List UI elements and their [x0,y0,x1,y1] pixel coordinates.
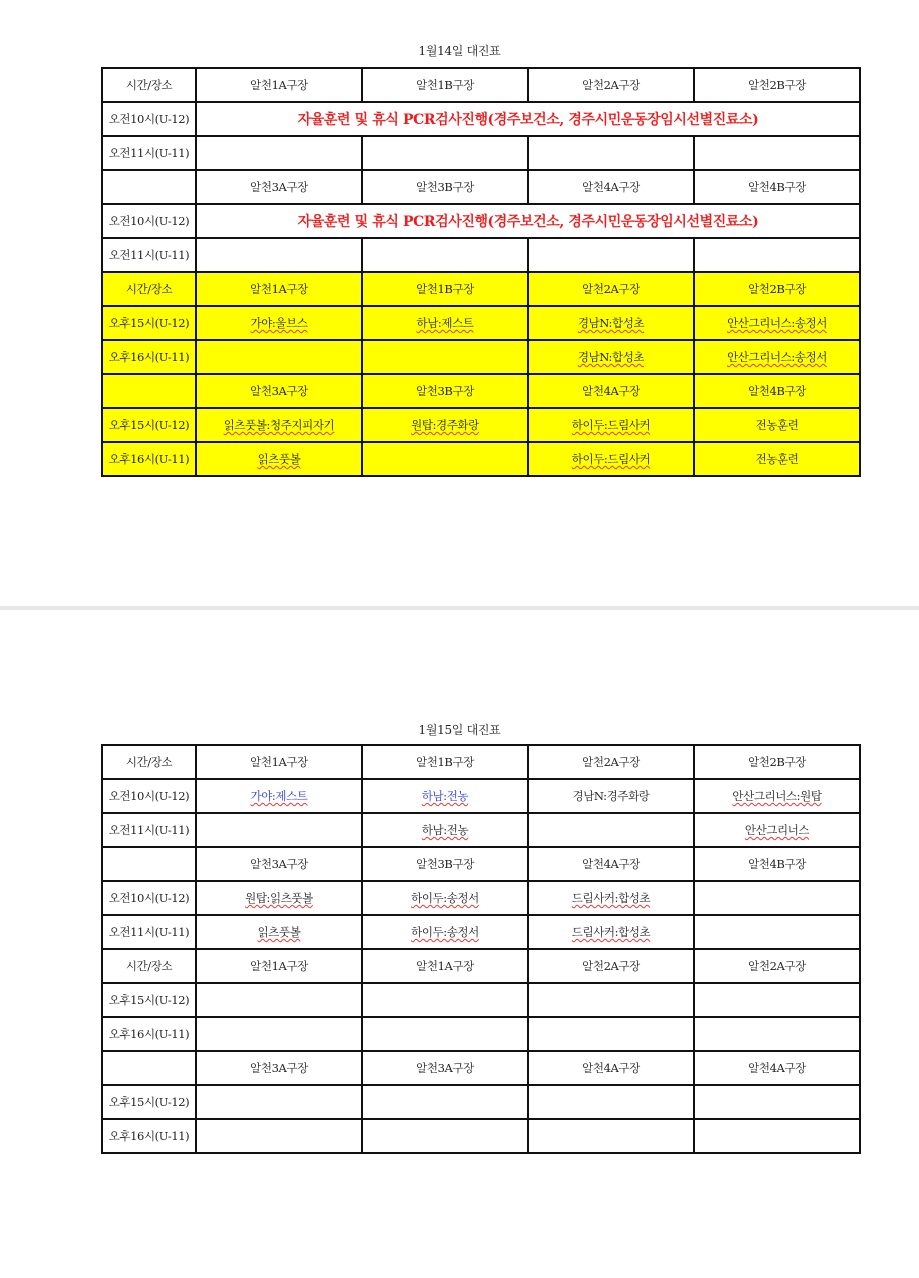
match-cell [528,408,694,442]
match-cell [196,915,362,949]
header-cell: 알천3B구장 [362,847,528,881]
time-cell: 오후16시(U-11) [102,442,196,476]
header-cell: 알천3A구장 [362,1051,528,1085]
match-text: 하남:제스트 [416,316,474,330]
match-cell [528,915,694,949]
schedule-table [101,67,861,477]
match-cell [528,136,694,170]
match-cell [362,238,528,272]
header-cell: 알천2A구장 [694,949,860,983]
match-cell [694,1017,860,1051]
header-cell: 알천1B구장 [362,745,528,779]
match-text: 안산그리너스:원탑 [732,789,822,803]
table-row [102,204,860,238]
header-cell: 알천2A구장 [528,272,694,306]
table-row [102,340,860,374]
match-cell [362,779,528,813]
match-cell [196,779,362,813]
match-cell [196,1017,362,1051]
match-cell [362,442,528,476]
header-row [102,745,860,779]
match-cell [196,442,362,476]
match-cell [196,983,362,1017]
header-cell [102,847,196,881]
table-row [102,1085,860,1119]
match-cell [528,442,694,476]
header-cell: 알천1A구장 [196,949,362,983]
match-cell [362,881,528,915]
match-text: 읽츠풋볼 [257,452,301,466]
match-cell [196,306,362,340]
match-cell [196,881,362,915]
match-text: 가야:제스트 [250,789,308,803]
match-text: 드림사커:합성초 [571,925,651,939]
time-cell: 오후15시(U-12) [102,306,196,340]
match-text: 하이두:드림사커 [571,452,651,466]
header-cell: 알천1A구장 [196,272,362,306]
time-cell: 오전10시(U-12) [102,102,196,136]
page-jan-14 [0,0,919,607]
match-cell [196,1119,362,1153]
table-row [102,408,860,442]
header-cell: 알천3A구장 [196,170,362,204]
match-cell [196,408,362,442]
match-cell: 전농훈련 [694,442,860,476]
match-text: 안산그리너스:송정서 [727,350,827,364]
time-cell: 오후16시(U-11) [102,1017,196,1051]
header-cell: 시간/장소 [102,949,196,983]
header-cell [102,374,196,408]
table-row [102,779,860,813]
match-text: 읽츠풋볼 [257,925,301,939]
header-cell: 알천1B구장 [362,272,528,306]
match-cell [694,340,860,374]
header-row [102,272,860,306]
match-cell [694,238,860,272]
page-jan-15 [0,610,919,1278]
time-cell: 오전10시(U-12) [102,779,196,813]
match-cell [196,340,362,374]
match-cell [362,306,528,340]
match-cell [196,238,362,272]
match-cell [362,915,528,949]
match-cell [694,779,860,813]
header-cell: 알천3B구장 [362,170,528,204]
match-text: 안산그리너스:송정서 [727,316,827,330]
header-cell: 알천4A구장 [528,1051,694,1085]
match-cell [528,1119,694,1153]
page-title: 1월14일 대진표 [418,44,501,58]
header-cell: 알천4B구장 [694,374,860,408]
match-text: 하남:전농 [421,789,469,803]
match-cell [694,1085,860,1119]
header-cell: 알천4A구장 [528,170,694,204]
match-cell: 전농훈련 [694,408,860,442]
time-cell: 오전10시(U-12) [102,881,196,915]
time-cell: 오전11시(U-11) [102,238,196,272]
match-cell [528,1085,694,1119]
match-text: 원탑:읽츠풋볼 [245,891,313,905]
match-cell [528,306,694,340]
table-row [102,238,860,272]
header-cell: 알천2B구장 [694,68,860,102]
header-row [102,170,860,204]
match-text: 하이두:송정서 [411,891,479,905]
match-cell [528,1017,694,1051]
match-cell [196,1085,362,1119]
header-cell: 시간/장소 [102,272,196,306]
header-cell: 알천1A구장 [196,745,362,779]
time-cell: 오후15시(U-12) [102,983,196,1017]
header-row [102,847,860,881]
header-cell: 알천2B구장 [694,745,860,779]
match-cell [362,136,528,170]
notice-cell: 자율훈련 및 휴식 PCR검사진행(경주보건소, 경주시민운동장임시선별진료소) [196,204,860,238]
header-cell: 알천3B구장 [362,374,528,408]
header-cell: 알천4B구장 [694,847,860,881]
match-cell [362,1119,528,1153]
table-row [102,1119,860,1153]
time-cell: 오후15시(U-12) [102,408,196,442]
match-text: 안산그리너스 [744,823,810,837]
table-row [102,881,860,915]
match-cell [362,813,528,847]
match-cell [694,881,860,915]
header-cell: 알천2A구장 [528,949,694,983]
match-cell [362,1085,528,1119]
header-row [102,1051,860,1085]
header-cell: 알천1A구장 [196,68,362,102]
schedule-table [101,744,861,1154]
match-cell [694,813,860,847]
match-cell [694,1119,860,1153]
match-cell [694,983,860,1017]
time-cell: 오후16시(U-11) [102,340,196,374]
header-cell: 알천3A구장 [196,1051,362,1085]
header-row [102,68,860,102]
match-text: 드림사커:합성초 [571,891,651,905]
match-cell [362,340,528,374]
match-cell [362,408,528,442]
header-cell: 알천4A구장 [528,374,694,408]
header-cell: 알천1B구장 [362,68,528,102]
table-row [102,442,860,476]
match-cell [528,340,694,374]
header-cell: 알천2B구장 [694,272,860,306]
header-cell: 알천2A구장 [528,68,694,102]
table-row [102,983,860,1017]
match-text: 원탑:경주화랑 [411,418,479,432]
header-row [102,949,860,983]
time-cell: 오전11시(U-11) [102,813,196,847]
match-cell: 경남N:경주화랑 [528,779,694,813]
table-row [102,136,860,170]
match-cell [196,136,362,170]
header-cell: 시간/장소 [102,745,196,779]
header-cell: 알천4A구장 [694,1051,860,1085]
match-text: 하이두:송정서 [411,925,479,939]
match-cell [196,813,362,847]
header-cell: 시간/장소 [102,68,196,102]
match-text: 경남N:합성초 [577,316,645,330]
page-title: 1월15일 대진표 [418,723,501,737]
header-cell: 알천4A구장 [528,847,694,881]
time-cell: 오전11시(U-11) [102,915,196,949]
match-cell [694,306,860,340]
table-row [102,915,860,949]
time-cell: 오후16시(U-11) [102,1119,196,1153]
match-cell [528,881,694,915]
header-cell: 알천4B구장 [694,170,860,204]
match-cell [362,983,528,1017]
header-cell: 알천1A구장 [362,949,528,983]
match-text: 읽츠풋볼:청주지피자기 [223,418,335,432]
time-cell: 오후15시(U-12) [102,1085,196,1119]
match-text: 하이두:드림사커 [571,418,651,432]
table-row [102,306,860,340]
table-row [102,1017,860,1051]
table-row [102,813,860,847]
match-text: 하남:전농 [421,823,469,837]
match-text: 경남N:합성초 [577,350,645,364]
match-cell [694,915,860,949]
table-row [102,102,860,136]
match-cell [694,136,860,170]
time-cell: 오전11시(U-11) [102,136,196,170]
header-cell: 알천3A구장 [196,847,362,881]
match-text: 가야:울브스 [250,316,308,330]
match-cell [528,813,694,847]
match-cell [528,238,694,272]
header-cell: 알천2A구장 [528,745,694,779]
time-cell: 오전10시(U-12) [102,204,196,238]
header-cell: 알천3A구장 [196,374,362,408]
notice-cell: 자율훈련 및 휴식 PCR검사진행(경주보건소, 경주시민운동장임시선별진료소) [196,102,860,136]
header-cell [102,170,196,204]
header-row [102,374,860,408]
match-cell [528,983,694,1017]
match-cell [362,1017,528,1051]
header-cell [102,1051,196,1085]
